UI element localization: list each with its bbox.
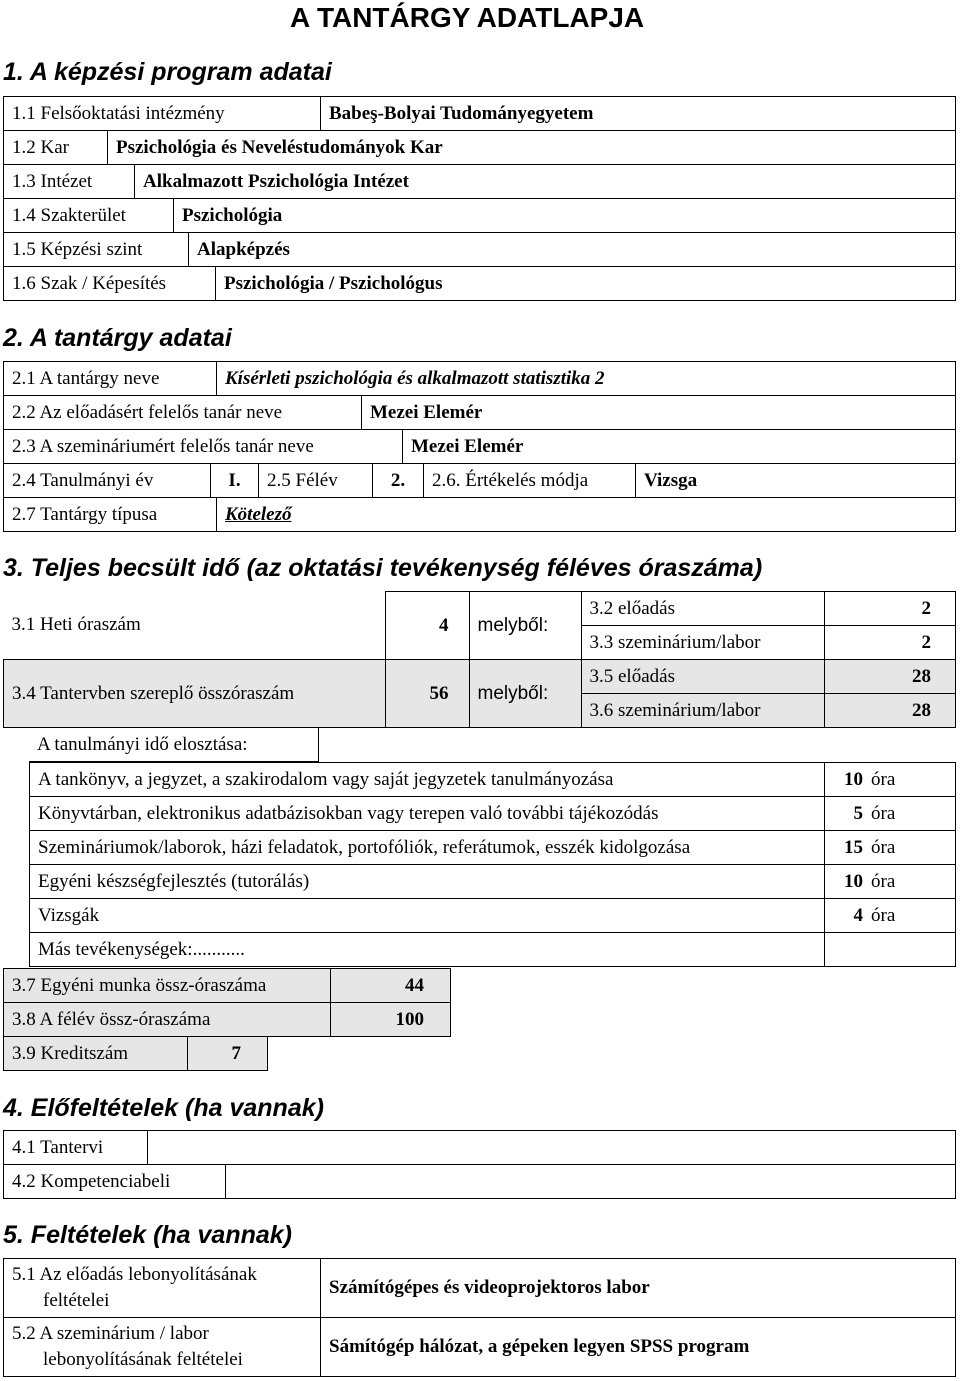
prerequisites-table-1: [3, 1130, 956, 1165]
section-5-heading: 5. Feltételek (ha vannak): [3, 1221, 293, 1249]
activity-hours: 4: [825, 899, 872, 933]
table-row: [4, 199, 956, 233]
table-row: [4, 1165, 956, 1199]
activity-label: Egyéni készségfejlesztés (tutorálás): [30, 865, 825, 899]
subject-type-table: [3, 497, 956, 532]
table-row: [30, 933, 956, 967]
semester-label: 2.5 Félév: [259, 464, 373, 498]
activity-unit: óra: [871, 899, 956, 933]
semester-total-table: [3, 1002, 451, 1037]
competence-prereq-value: [226, 1165, 956, 1199]
activity-hours: 15: [825, 831, 872, 865]
individual-work-label: 3.7 Egyéni munka össz-óraszáma: [4, 969, 331, 1003]
curricular-prereq-value: [148, 1131, 956, 1165]
subject-name-table: [3, 361, 956, 396]
program-data-table-2: [3, 130, 956, 165]
seminar-label: 3.6 szeminárium/labor: [581, 694, 824, 728]
table-row: [4, 1131, 956, 1165]
credits-table: [3, 1036, 268, 1071]
section-3-heading: 3. Teljes becsült idő (az oktatási tevékenység féléves óraszáma): [3, 554, 763, 582]
year-semester-table: [3, 463, 956, 498]
semester-total-hours: 100: [331, 1003, 451, 1037]
lecturer-table: [3, 395, 956, 430]
label-line-1: 5.1 Az előadás lebonyolításának: [12, 1264, 257, 1285]
prerequisites-table-2: [3, 1164, 956, 1199]
table-row: [30, 763, 956, 797]
seminar-total-hours: 28: [824, 694, 956, 728]
section-4-heading: 4. Előfeltételek (ha vannak): [3, 1094, 324, 1122]
evaluation-value: Vizsga: [636, 464, 956, 498]
row-label: 1.3 Intézet: [4, 165, 135, 199]
table-row: [4, 233, 956, 267]
row-value: Alkalmazott Pszichológia Intézet: [135, 165, 956, 199]
time-distribution-label: A tanulmányi idő elosztása:: [29, 728, 319, 762]
activity-hours: [825, 933, 872, 967]
semester-value: 2.: [373, 464, 424, 498]
row-label: 2.1 A tantárgy neve: [4, 362, 217, 396]
seminar-teacher-name: Mezei Elemér: [403, 430, 956, 464]
credits-label: 3.9 Kreditszám: [4, 1037, 188, 1071]
table-row: [4, 660, 956, 694]
activity-label: A tankönyv, a jegyzet, a szakirodalom vagy saját jegyzetek tanulmányozása: [30, 763, 825, 797]
hours-table: [3, 591, 956, 728]
row-label: 1.2 Kar: [4, 131, 108, 165]
activity-unit: óra: [871, 797, 956, 831]
lecture-conditions-label: [4, 1259, 321, 1318]
seminar-teacher-table: [3, 429, 956, 464]
table-row: [30, 865, 956, 899]
lecture-conditions-value: Számítógépes és videoprojektoros labor: [321, 1259, 956, 1318]
individual-work-hours: 44: [331, 969, 451, 1003]
table-row: [4, 1318, 956, 1377]
conditions-table: [3, 1258, 956, 1377]
row-value: Babeş-Bolyai Tudományegyetem: [321, 97, 956, 131]
table-row: [4, 1003, 451, 1037]
table-row: [30, 797, 956, 831]
table-row: [30, 899, 956, 933]
lecture-label: 3.2 előadás: [581, 592, 824, 626]
seminar-conditions-value: Sámítógép hálózat, a gépeken legyen SPSS program: [321, 1318, 956, 1377]
table-row: [29, 728, 319, 762]
document-title: A TANTÁRGY ADATLAPJA: [290, 2, 645, 33]
row-value: Pszichológia: [174, 199, 956, 233]
of-which-label: melyből:: [469, 592, 581, 660]
of-which-label: melyből:: [469, 660, 581, 728]
row-label: 1.5 Képzési szint: [4, 233, 189, 267]
table-row: [4, 1037, 268, 1071]
evaluation-label: 2.6. Értékelés módja: [424, 464, 636, 498]
lecture-total-hours: 28: [824, 660, 956, 694]
table-row: [4, 498, 956, 532]
row-label: 1.4 Szakterület: [4, 199, 174, 233]
program-data-table-3: [3, 164, 956, 199]
table-row: [4, 592, 956, 626]
label-line-1: 5.2 A szeminárium / labor: [12, 1323, 209, 1344]
program-data-table-5: [3, 232, 956, 267]
table-row: [4, 131, 956, 165]
time-distribution-header: [29, 728, 319, 762]
table-row: [4, 97, 956, 131]
total-hours-value: 56: [385, 660, 469, 728]
table-row: [4, 1259, 956, 1318]
table-row: [4, 267, 956, 301]
lecture-label: 3.5 előadás: [581, 660, 824, 694]
row-label: 1.1 Felsőoktatási intézmény: [4, 97, 321, 131]
lecture-hours: 2: [824, 592, 956, 626]
row-label: 2.7 Tantárgy típusa: [4, 498, 217, 532]
seminar-hours: 2: [824, 626, 956, 660]
subject-name: Kísérleti pszichológia és alkalmazott statisztika 2: [217, 362, 956, 396]
activity-label: Más tevékenységek:...........: [30, 933, 825, 967]
curricular-prereq-label: 4.1 Tantervi: [4, 1131, 148, 1165]
program-data-table: [3, 96, 956, 131]
activity-unit: [871, 933, 956, 967]
total-hours-label: 3.4 Tantervben szereplő összóraszám: [4, 660, 386, 728]
weekly-hours-value: 4: [385, 592, 469, 660]
table-row: [4, 362, 956, 396]
table-row: [4, 165, 956, 199]
competence-prereq-label: 4.2 Kompetenciabeli: [4, 1165, 226, 1199]
label-line-2: lebonyolításának feltételei: [43, 1349, 243, 1370]
semester-total-label: 3.8 A félév össz-óraszáma: [4, 1003, 331, 1037]
table-row: [4, 969, 451, 1003]
row-value: Alapképzés: [189, 233, 956, 267]
activity-unit: óra: [871, 865, 956, 899]
weekly-hours-label: 3.1 Heti óraszám: [4, 592, 386, 660]
table-row: [4, 464, 956, 498]
label-line-2: feltételei: [43, 1290, 110, 1311]
credits-value: 7: [188, 1037, 268, 1071]
activity-unit: óra: [871, 831, 956, 865]
program-data-table-6: [3, 266, 956, 301]
year-value: I.: [211, 464, 259, 498]
section-2-heading: 2. A tantárgy adatai: [3, 324, 232, 352]
row-label: 1.6 Szak / Képesítés: [4, 267, 216, 301]
table-row: [4, 430, 956, 464]
individual-work-table: [3, 968, 451, 1003]
activity-unit: óra: [871, 763, 956, 797]
time-distribution-table: [29, 762, 956, 967]
activity-label: Vizsgák: [30, 899, 825, 933]
row-label: 2.3 A szemináriumért felelős tanár neve: [4, 430, 403, 464]
activity-hours: 5: [825, 797, 872, 831]
activity-label: Könyvtárban, elektronikus adatbázisokban vagy terepen való további tájékozódás: [30, 797, 825, 831]
year-label: 2.4 Tanulmányi év: [4, 464, 211, 498]
lecturer-name: Mezei Elemér: [362, 396, 956, 430]
program-data-table-4: [3, 198, 956, 233]
activity-label: Szemináriumok/laborok, házi feladatok, portofóliók, referátumok, esszék kidolgozása: [30, 831, 825, 865]
row-value: Pszichológia / Pszichológus: [216, 267, 956, 301]
subject-type: Kötelező: [217, 498, 956, 532]
activity-hours: 10: [825, 865, 872, 899]
seminar-conditions-label: [4, 1318, 321, 1377]
table-row: [4, 396, 956, 430]
section-1-heading: 1. A képzési program adatai: [3, 58, 332, 86]
row-value: Pszichológia és Neveléstudományok Kar: [108, 131, 956, 165]
seminar-label: 3.3 szeminárium/labor: [581, 626, 824, 660]
table-row: [30, 831, 956, 865]
activity-hours: 10: [825, 763, 872, 797]
row-label: 2.2 Az előadásért felelős tanár neve: [4, 396, 362, 430]
